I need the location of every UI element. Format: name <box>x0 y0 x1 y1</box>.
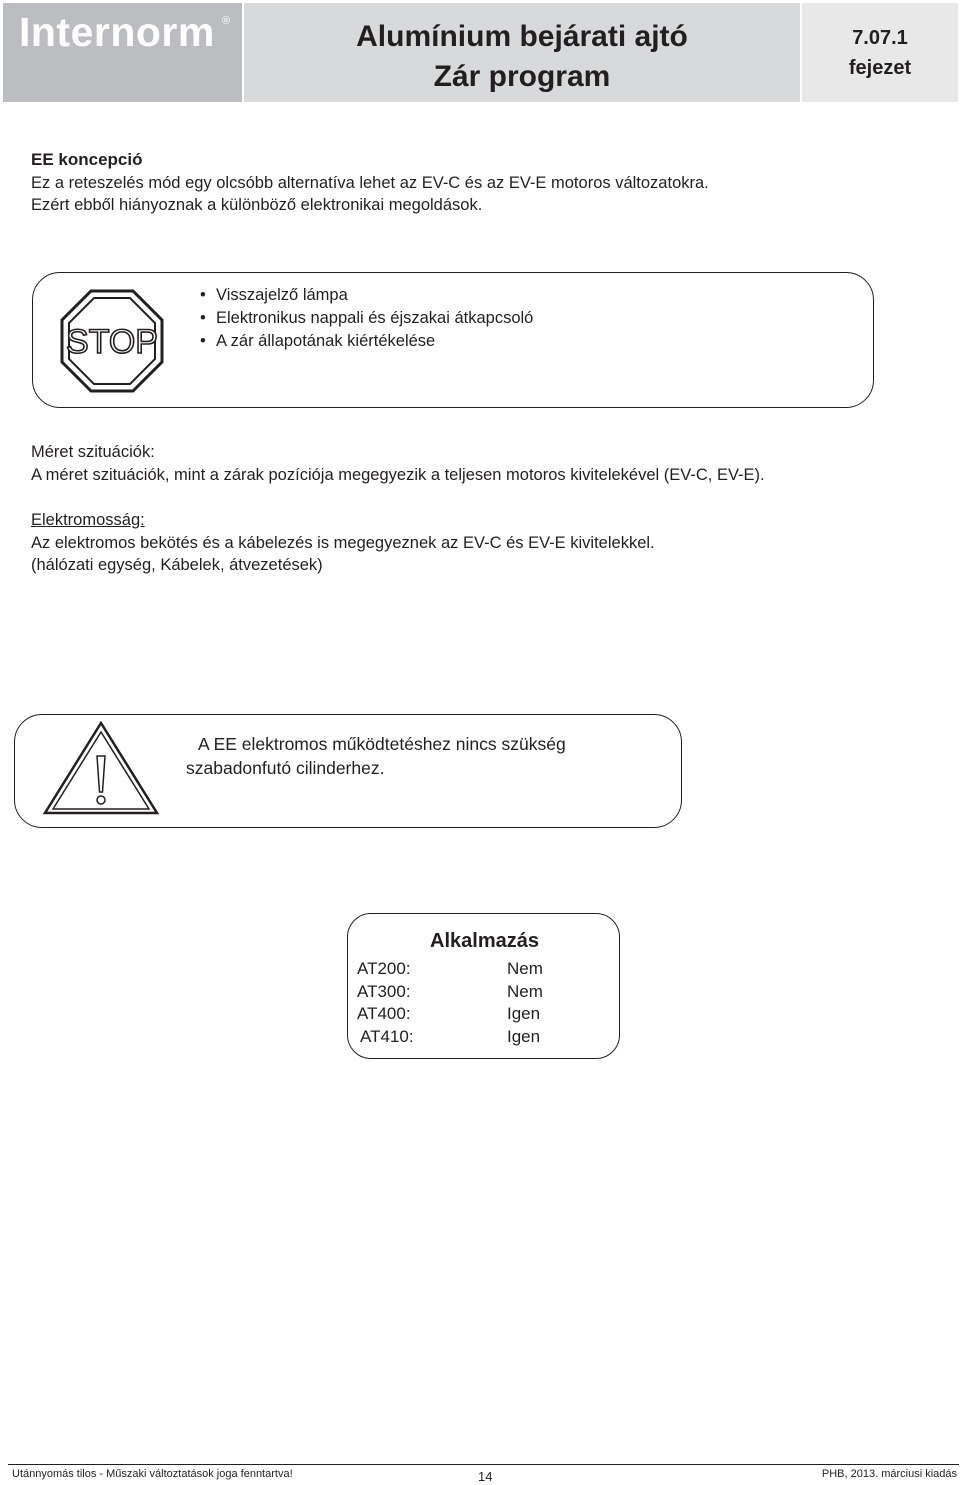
warning-line1: A EE elektromos működtetéshez nincs szükség <box>198 734 566 754</box>
brand-logo: Internorm <box>19 9 215 55</box>
row-value: Igen <box>507 1004 541 1023</box>
stop-sign-text: STOP <box>66 323 158 361</box>
warning-triangle-icon <box>42 720 160 816</box>
page-title: Alumínium bejárati ajtó <box>356 20 688 53</box>
row-label: AT300: <box>357 982 411 1001</box>
electric-line1: Az elektromos bekötés és a kábelezés is megegyeznek az EV-C és EV-E kivitelekkel. <box>31 534 655 552</box>
stop-feature-list <box>200 284 533 353</box>
row-label: AT200: <box>357 959 411 978</box>
row-label: AT400: <box>357 1004 411 1023</box>
footer-edition: PHB, 2013. márciusi kiadás <box>821 1468 957 1480</box>
ee-concept-title: EE koncepció <box>31 150 143 169</box>
warning-text <box>186 732 566 780</box>
chapter-number: 7.07.1 <box>852 27 908 49</box>
row-value: Nem <box>507 959 543 978</box>
row-value: Nem <box>507 982 543 1001</box>
row-label: AT410: <box>360 1027 414 1046</box>
list-item: • Elektronikus nappali és éjszakai átkapcsoló <box>200 307 533 330</box>
page-number: 14 <box>478 1469 493 1484</box>
ee-concept-line2: Ezért ebből hiányoznak a különböző elektronikai megoldások. <box>31 196 483 214</box>
page-header <box>3 3 958 102</box>
list-item: • Visszajelző lámpa <box>200 284 533 307</box>
application-title: Alkalmazás <box>430 930 539 952</box>
size-text: A méret szituációk, mint a zárak pozíciója megegyezik a teljesen motoros kivitelekével (EV-C, EV-E). <box>31 466 765 484</box>
stop-sign-icon <box>60 289 164 393</box>
row-value: Igen <box>507 1027 541 1046</box>
page-subtitle: Zár program <box>433 60 611 93</box>
chapter-block <box>802 3 958 102</box>
title-block <box>244 3 800 102</box>
list-item: • A zár állapotának kiértékelése <box>200 330 533 353</box>
brand-block <box>3 3 242 102</box>
registered-mark: ® <box>222 15 231 27</box>
size-title: Méret szituációk: <box>31 443 155 461</box>
electric-line2: (hálózati egység, Kábelek, átvezetések) <box>31 556 323 574</box>
footer-divider <box>8 1464 959 1465</box>
chapter-label: fejezet <box>848 57 912 79</box>
footer-copyright: Utánnyomás tilos - Műszaki változtatások joga fenntartva! <box>12 1468 293 1480</box>
electric-title: Elektromosság: <box>31 511 145 529</box>
ee-concept-line1: Ez a reteszelés mód egy olcsóbb alternatíva lehet az EV-C és az EV-E motoros változatokra. <box>31 174 709 192</box>
warning-line2: szabadonfutó cilinderhez. <box>186 758 385 778</box>
